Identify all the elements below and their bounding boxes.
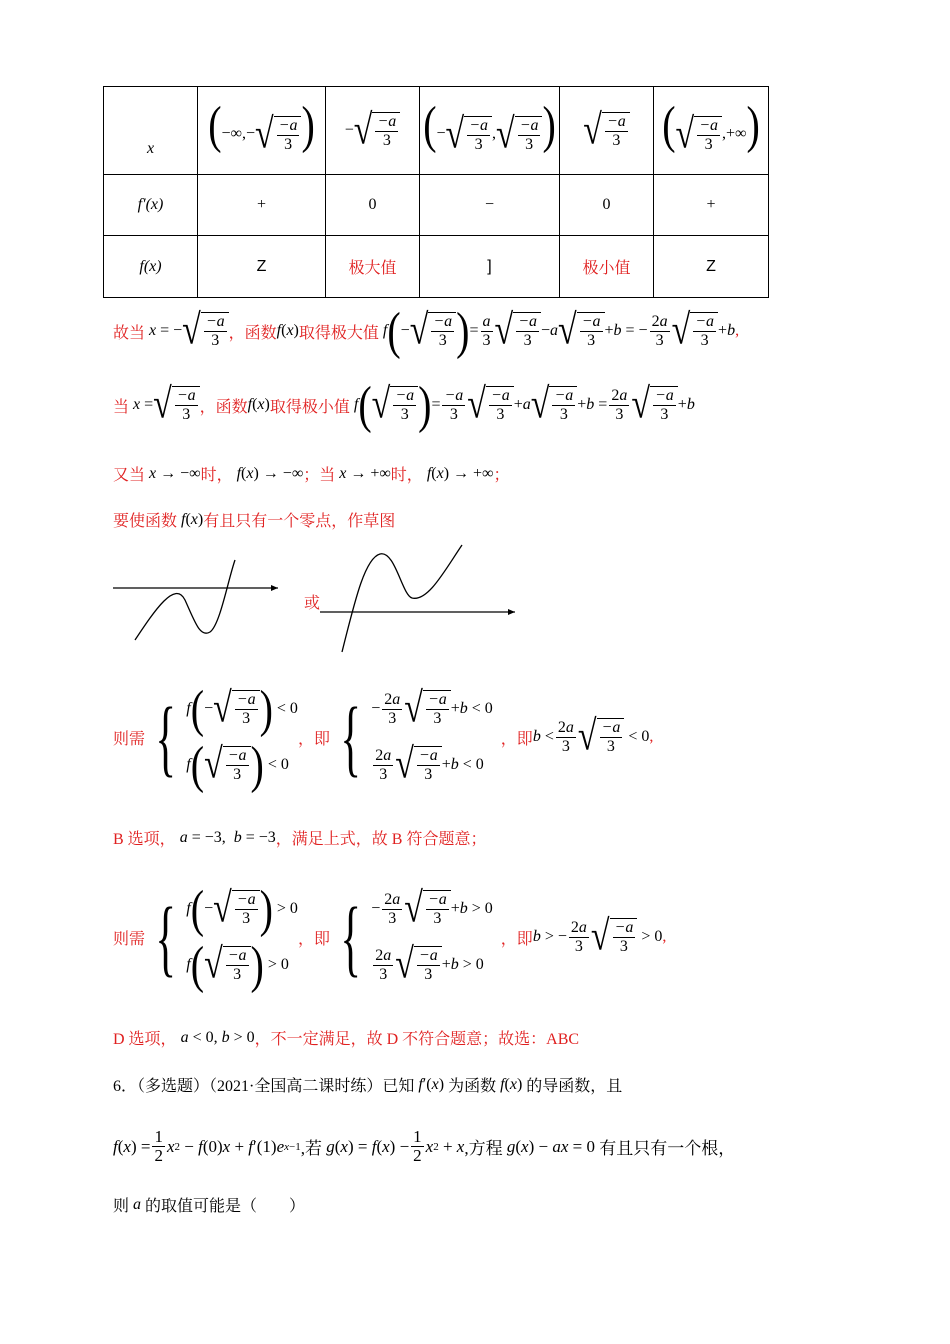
row-label-x: x <box>104 87 198 175</box>
behaviour-cell: 极小值 <box>560 236 654 298</box>
behaviour-cell: Z <box>654 236 769 298</box>
system-less-than: 则需 { f ( − √ $\frac{-a}{3}$ ) < 0 f ( √ $\frac{-a}{3}$ ) < 0 ，即 { − $\frac{2a}{3}$ √ $\frac{-a}{3}$ + b < 0 $\frac{2a}{3}$ √ $\frac{-a}{3}$ + b < 0 ，即 b < $\frac{2a}{3}$ √ $\frac{-a}{3}$ < 0 , <box>113 679 654 794</box>
local-max-line: 故当 x = − √ $\frac{-a}{3}$ ，函数 f ( x ) 取得极大值 f ( − √ $\frac{-a}{3}$ ) = $\frac{a}{3}$ √ $\frac{-a}{3}$ − a √ $\frac{-a}{3}$ + b = − $\frac{2a}{3}$ √ $\frac{-a}{3}$ + b , <box>113 301 740 360</box>
interval-3: ( √ $\frac{-a}{3}$ ,+∞) <box>654 87 769 175</box>
question-6-header: 6．（多选题）（2021·全国高二课时练）已知 f ′( x ) 为函数 f ( x ) 的导函数，且 <box>113 1075 623 1095</box>
critical-point-2: √ $\frac{-a}{3}$ <box>560 87 654 175</box>
critical-point-1: − √ $\frac{-a}{3}$ <box>326 87 420 175</box>
sign-cell: 0 <box>560 175 654 236</box>
sign-cell: − <box>420 175 560 236</box>
interval-1: (−∞,− √ $\frac{-a}{3}$ ) <box>198 87 326 175</box>
row-label-derivative: f′(x) <box>104 175 198 236</box>
question-6-formula: f ( x ) = $\frac{1}{2}$ x 2 − f (0) x + f ′(1) e x−1 ,若 g ( x ) = f ( x ) − $\frac{1}{2}$ x 2 + x ,方程 g ( x ) − ax = 0 有且只有一个根， <box>113 1127 736 1165</box>
row-label-function: f(x) <box>104 236 198 298</box>
sign-table <box>103 86 769 298</box>
sketch-left <box>113 560 278 640</box>
or-label: 或 <box>304 595 321 612</box>
option-d-line: D 选项， a < 0, b > 0 ，不一定满足，故 D 不符合题意；故选：ABC <box>113 1028 580 1048</box>
local-min-line: 当 x = √ $\frac{-a}{3}$ ，函数 f ( x ) 取得极小值 f ( √ $\frac{-a}{3}$ ) = $\frac{-a}{3}$ √ $\frac{-a}{3}$ + a √ $\frac{-a}{3}$ + b = $\frac{2a}{3}$ √ $\frac{-a}{3}$ + b <box>113 375 695 434</box>
limits-line: 又当 x → −∞ 时， f ( x ) → −∞ ；当 x → +∞ 时， f ( x ) → +∞ ； <box>113 464 510 484</box>
sign-cell: 0 <box>326 175 420 236</box>
sketch-intro-line: 要使函数 f ( x ) 有且只有一个零点，作草图 <box>113 510 396 530</box>
system-greater-than: 则需 { f ( − √ $\frac{-a}{3}$ ) > 0 f ( √ $\frac{-a}{3}$ ) > 0 ，即 { − $\frac{2a}{3}$ √ $\frac{-a}{3}$ + b > 0 $\frac{2a}{3}$ √ $\frac{-a}{3}$ + b > 0 ，即 b > − $\frac{2a}{3}$ √ $\frac{-a}{3}$ > 0 , <box>113 879 667 994</box>
sign-cell: + <box>654 175 769 236</box>
question-6-ask: 则 a 的取值可能是（ ） <box>113 1195 306 1215</box>
sign-cell: + <box>198 175 326 236</box>
option-b-line: B 选项， a = −3, b = −3 ，满足上式，故 B 符合题意； <box>113 828 487 848</box>
behaviour-cell: 极大值 <box>326 236 420 298</box>
sketch-right <box>320 545 515 652</box>
behaviour-cell: Z <box>198 236 326 298</box>
interval-2: (− √ $\frac{-a}{3}$ , √ $\frac{-a}{3}$ ) <box>420 87 560 175</box>
behaviour-cell: ] <box>420 236 560 298</box>
